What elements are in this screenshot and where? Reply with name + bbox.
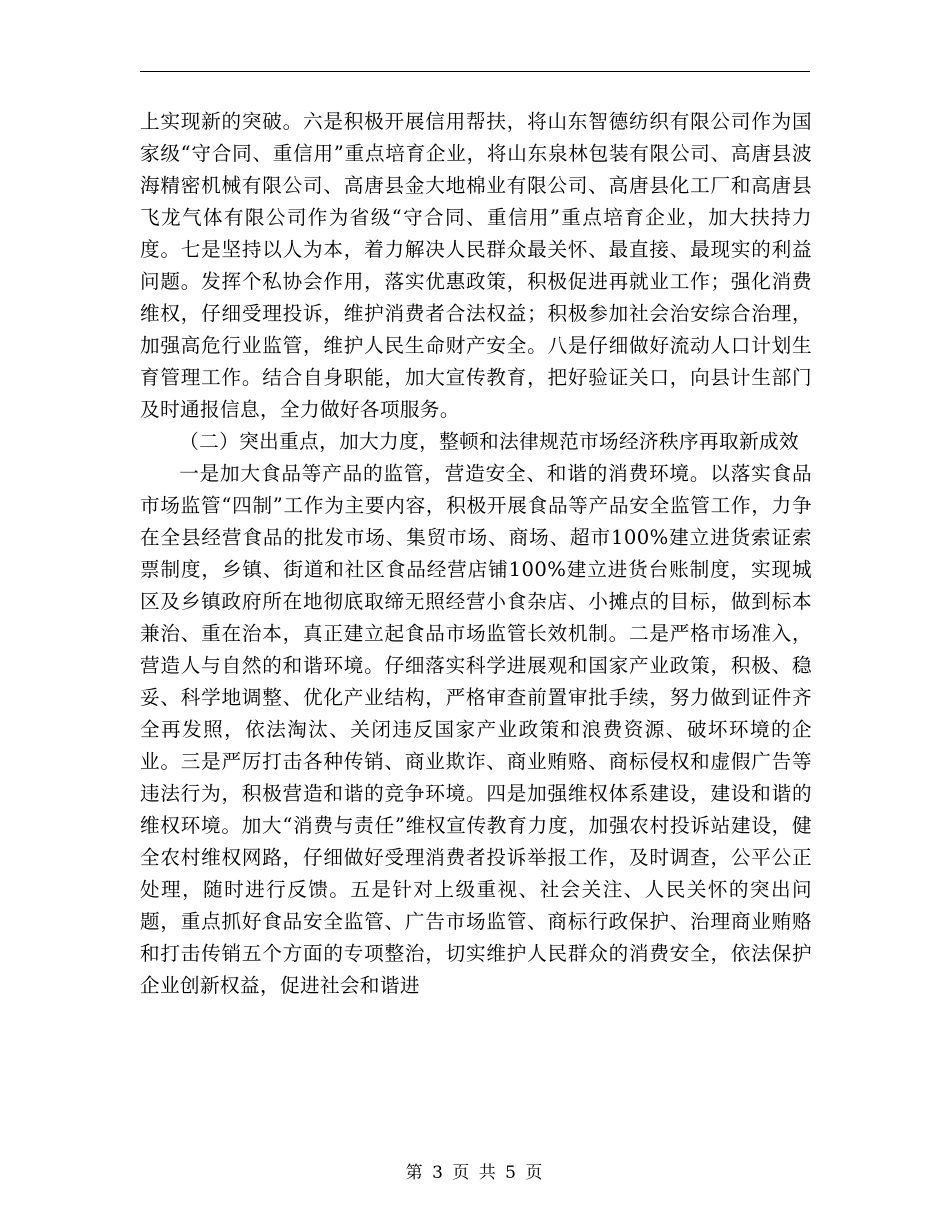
page-number-footer: 第 3 页 共 5 页	[405, 1163, 545, 1183]
header-rule	[140, 71, 810, 72]
paragraph-credit-support: 上实现新的突破。六是积极开展信用帮扶，将山东智德纺织有限公司作为国家级“守合同、重信用”重点培育企业，将山东泉林包装有限公司、高唐县波海精密机械有限公司、高唐县金大地棉业有限公司、高唐县化工厂和高唐县飞龙气体有限公司作为省级“守合同、重信用”重点培育企业，加大扶持力度。七是坚持以人为本，着力解决人民群众最关怀、最直接、最现实的利益问题。发挥个私协会作用，落实优惠政策，积极促进再就业工作；强化消费维权，仔细受理投诉，维护消费者合法权益；积极参加社会治安综合治理，加强高危行业监管，维护人民生命财产安全。八是仔细做好流动人口计划生育管理工作。结合自身职能，加大宣传教育，把好验证关口，向县计生部门及时通报信息，全力做好各项服务。	[140, 110, 812, 421]
document-body	[140, 106, 812, 1002]
section-heading-market-order: （二）突出重点，加大力度，整顿和法律规范市场经济秩序再取新成效	[179, 430, 799, 453]
paragraph-food-supervision: 一是加大食品等产品的监管，营造安全、和谐的消费环境。以落实食品市场监管“四制”工作为主要内容，积极开展食品等产品安全监管工作，力争在全县经营食品的批发市场、集贸市场、商场、超市100%建立进货索证索票制度，乡镇、街道和社区食品经营店铺100%建立进货台账制度，实现城区及乡镇政府所在地彻底取缔无照经营小食杂店、小摊点的目标，做到标本兼治、重在治本，真正建立起食品市场监管长效机制。二是严格市场准入，营造人与自然的和谐环境。仔细落实科学进展观和国家产业政策，积极、稳妥、科学地调整、优化产业结构，严格审查前置审批手续，努力做到证件齐全再发照，依法淘汰、关闭违反国家产业政策和浪费资源、破坏环境的企业。三是严厉打击各种传销、商业欺诈、商业贿赂、商标侵权和虚假广告等违法行为，积极营造和谐的竞争环境。四是加强维权体系建设，建设和谐的维权环境。加大“消费与责任”维权宣传教育力度，加强农村投诉站建设，健全农村维权网路，仔细做好受理消费者投诉举报工作，及时调查，公平公正处理，随时进行反馈。五是针对上级重视、社会关注、人民关怀的突出问题，重点抓好食品安全监管、广告市场监管、商标行政保护、治理商业贿赂和打击传销五个方面的专项整治，切实维护人民群众的消费安全，依法保护企业创新权益，促进社会和谐进	[140, 462, 812, 997]
